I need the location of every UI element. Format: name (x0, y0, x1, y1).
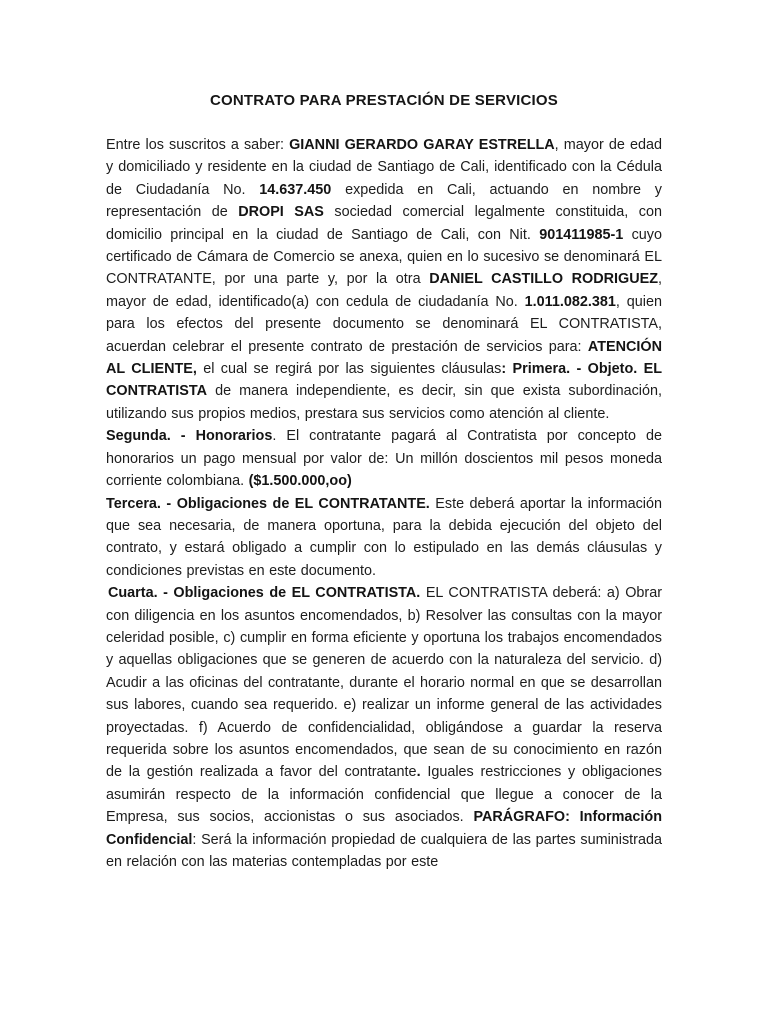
text-run: 14.637.450 (259, 181, 332, 198)
text-run: sociedad comercial legalmente constituida, con domicilio principal en la ciudad de Santiago de Cali, con Nit. (106, 204, 662, 243)
text-run: Cuarta. - Obligaciones de EL CONTRATISTA. (108, 585, 421, 602)
text-run: : Primera. - Objeto. EL CONTRATISTA (106, 361, 662, 400)
text-run: de manera independiente, es decir, sin que exista subordinación, utilizando sus propios medios, prestara sus servicios como atención al cliente. (106, 383, 662, 422)
contract-paragraph-cuarta (106, 582, 662, 873)
text-run: GIANNI GERARDO GARAY ESTRELLA (289, 137, 555, 153)
text-run: PARÁGRAFO: Información Confidencial (106, 809, 663, 848)
text-run: DANIEL CASTILLO RODRIGUEZ (429, 271, 658, 288)
text-run: : Será la información propiedad de cualquiera de las partes suministrada en relación con las materias contempladas por este (106, 831, 662, 870)
text-run: , mayor de edad, identificado(a) con cedula de ciudadanía No. (106, 271, 662, 310)
text-run: . El contratante pagará al Contratista por concepto de honorarios un pago mensual por valor de: Un millón doscientos mil pesos moneda corriente colombiana. (106, 428, 662, 490)
contract-paragraph-tercera (106, 493, 662, 583)
text-run: ATENCIÓN AL CLIENTE, (106, 338, 662, 378)
text-run: 901411985-1 (539, 226, 624, 243)
text-run: ($1.500.000,oo) (248, 473, 352, 490)
text-run: Este deberá aportar la información que sea necesaria, de manera oportuna, para la debida ejecución del objeto del contrato, y estará obligado a cumplir con lo estipulado en las demás cláusulas y condiciones previstas en este documento. (106, 495, 662, 579)
text-run: Segunda. - Honorarios (106, 428, 273, 445)
text-run: , mayor de edad y domiciliado y residente en la ciudad de Santiago de Cali, identificado con la Cédula de Ciudadanía No. (106, 137, 662, 198)
text-run: , quien para los efectos del presente documento se denominará EL CONTRATISTA, acuerdan celebrar el presente contrato de prestación de servicios para: (106, 293, 662, 355)
document-content (106, 92, 662, 873)
text-run: cuyo certificado de Cámara de Comercio se anexa, quien en lo sucesivo se denominará EL CONTRATANTE, por una parte y, por la otra (106, 226, 662, 288)
text-run: Iguales restricciones y obligaciones asumirán respecto de la información confidencial que llegue a conocer de la Empresa, sus socios, accionistas o sus asociados. (106, 764, 662, 826)
text-run: EL CONTRATISTA deberá: a) Obrar con diligencia en los asuntos encomendados, b) Resolver las consultas con la mayor celeridad posible, c) cumplir en forma eficiente y oportuna los trabajos encomendados y aquellas obligaciones que se generen de acuerdo con la naturaleza del servicio. d) Acudir a las oficinas del contratante, durante el horario normal en que se desarrollan sus labores, cuando sea requerido. e) realizar un informe general de las actividades proyectadas. f) Acuerdo de confidencialidad, obligándose a guardar la reserva requerida sobre los asuntos encomendados, que sean de su conocimiento en razón de la gestión realizada a favor del contratante (106, 585, 662, 781)
text-run: . (416, 764, 421, 781)
text-run: DROPI SAS (238, 204, 324, 221)
text-run: el cual se regirá por las siguientes cláusulas (196, 361, 502, 378)
text-run: 1.011.082.381 (524, 293, 616, 310)
text-run: expedida en Cali, actuando en nombre y representación de (106, 181, 662, 221)
document-title: CONTRATO PARA PRESTACIÓN DE SERVICIOS (210, 92, 558, 109)
text-run: Entre los suscritos a saber: (106, 137, 290, 153)
text-run: Tercera. - Obligaciones de EL CONTRATANTE. (106, 495, 430, 512)
contract-paragraph-intro (106, 134, 662, 425)
contract-paragraph-segunda (106, 425, 662, 492)
